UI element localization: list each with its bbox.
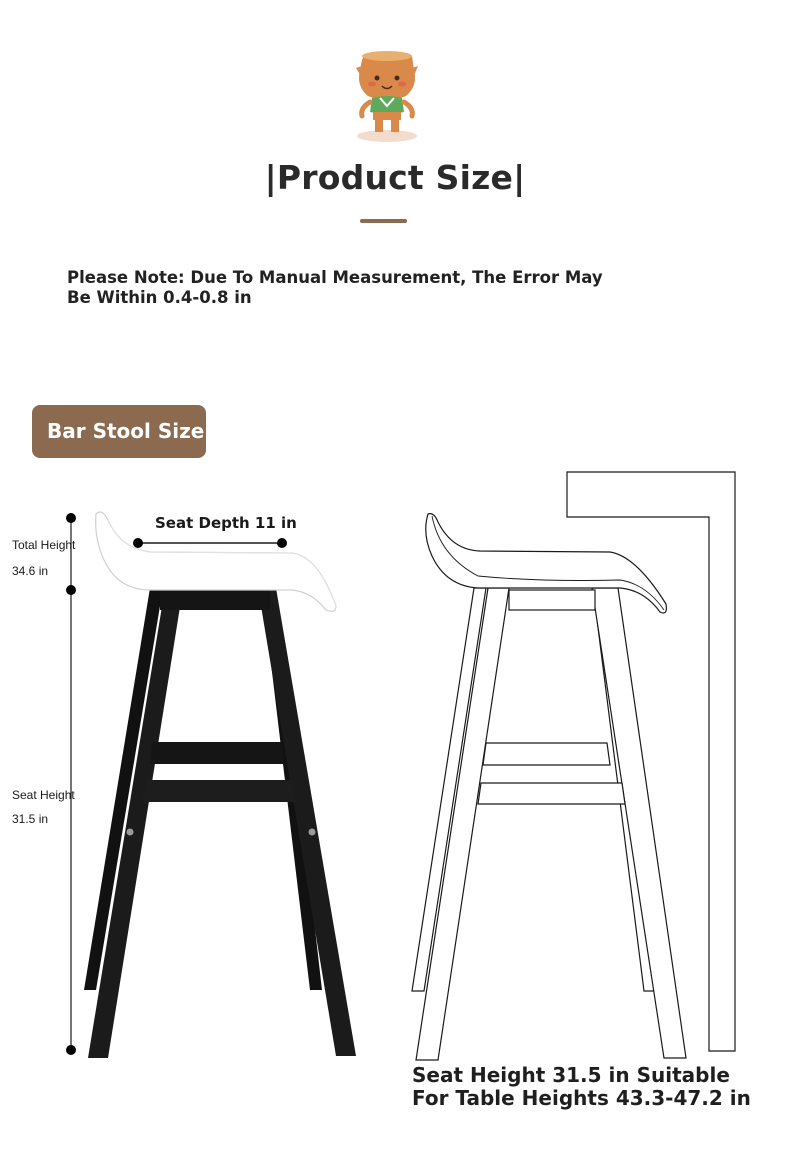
caption-line-2: For Table Heights 43.3-47.2 in: [412, 1086, 751, 1110]
seat-depth-right-marker: [277, 538, 287, 548]
seat-height-label: Seat Height: [12, 788, 75, 802]
section-badge: Bar Stool Size: [32, 405, 206, 458]
floor-marker: [66, 1045, 76, 1055]
seat-height-value: 31.5 in: [12, 812, 49, 826]
seat-height-caption: [412, 1064, 772, 1110]
measurement-note: Please Note: Due To Manual Measurement, The Error May Be Within 0.4-0.8 in: [67, 268, 603, 307]
page-title: |Product Size|: [264, 158, 526, 197]
seat-depth-label: Seat Depth 11 in: [155, 514, 297, 532]
stool-line-drawing: [400, 460, 750, 1070]
caption-line-1: Seat Height 31.5 in Suitable: [412, 1063, 730, 1087]
total-height-value: 34.6 in: [12, 564, 49, 578]
total-height-top-marker: [66, 513, 76, 523]
tree-stump-mascot-icon: [350, 46, 424, 144]
total-height-label: Total Height: [12, 538, 76, 552]
stool-photo-illustration: [0, 500, 400, 1070]
seat-height-top-marker: [66, 585, 76, 595]
title-divider: [360, 219, 407, 223]
seat-depth-left-marker: [133, 538, 143, 548]
